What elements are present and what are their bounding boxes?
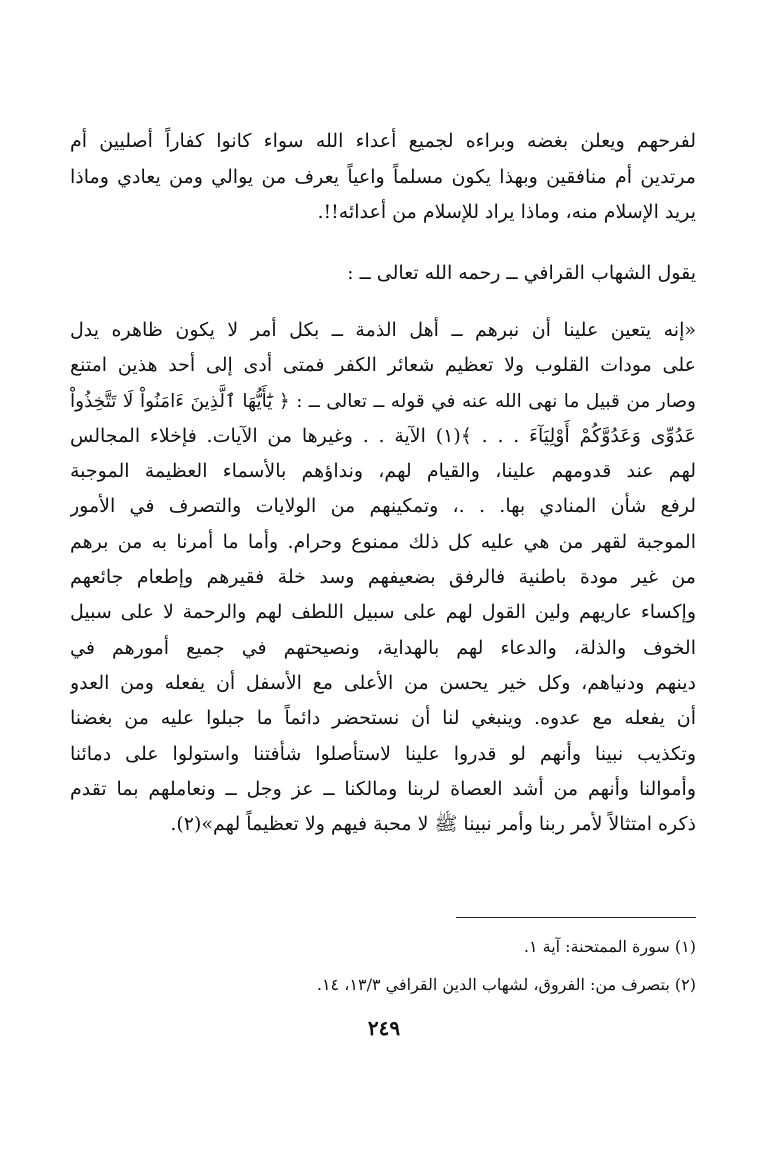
page-number: ٢٤٩ bbox=[367, 1016, 401, 1040]
text-line: يريد الإسلام منه، وماذا يراد للإسلام من أعدائه!!. bbox=[317, 201, 696, 223]
text-line: «إنه يتعين علينا أن نبرهم ــ أهل الذمة ــ بكل أمر لا يكون ظاهره يدل bbox=[70, 319, 696, 341]
text-line: مرتدين أم منافقين وبهذا يكون مسلماً واعياً يعرف من يوالي ومن يعادي وماذا bbox=[70, 165, 696, 188]
intro-line bbox=[70, 256, 696, 292]
text-line: أن يفعله مع عدوه. وينبغي لنا أن نستحضر دائماً ما جبلوا عليه من بغضنا bbox=[70, 707, 696, 730]
footnote-2: (٢) بتصرف من: الفروق، لشهاب الدين القرافي ١٣/٣، ١٤. bbox=[316, 975, 696, 994]
text-line: ذكره امتثالاً لأمر ربنا وأمر نبينا ﷺ لا محبة فيهم ولا تعظيماً لهم»(٢). bbox=[170, 813, 696, 836]
text-line: يقول الشهاب القرافي ــ رحمه الله تعالى ــ : bbox=[347, 261, 696, 284]
footnote-divider bbox=[456, 917, 696, 918]
text-line: لهم عند قدومهم علينا، والقيام لهم، ونداؤهم بالأسماء العظيمة الموجبة bbox=[70, 460, 696, 483]
text-line: وأموالنا وأنهم من أشد العصاة لربنا ومالكنا ــ عز وجل ــ ونعاملهم بما تقدم bbox=[70, 777, 696, 800]
text-line: وصار من قبيل ما نهى الله عنه في قوله ــ تعالى ــ : ﴿ يَٰٓأَيُّهَا ٱلَّذِينَ ءَامَنُواْ لَا تَتَّخِذُواْ bbox=[70, 390, 696, 412]
text-line: الموجبة لقهر من هي عليه كل ذلك ممنوع وحرام. وأما ما أمرنا به من برهم bbox=[70, 530, 696, 553]
text-line: وإكساء عاريهم ولين القول لهم على سبيل اللطف لهم والرحمة لا على سبيل bbox=[70, 601, 696, 624]
text-line: عَدُوِّى وَعَدُوَّكُمْ أَوْلِيَآءَ . . . ﴾(١) الآية . . وغيرها من الآيات. فإخلاء المجالس bbox=[70, 424, 696, 447]
text-line: من غير مودة باطنية فالرفق بضعيفهم وسد خلة فقيرهم وإطعام جائعهم bbox=[70, 566, 696, 589]
text-line: على مودات القلوب ولا تعظيم شعائر الكفر فمتى أدى إلى أحد هذين امتنع bbox=[70, 354, 696, 377]
footnote-1: (١) سورة الممتحنة: آية ١. bbox=[523, 937, 696, 956]
paragraph-1 bbox=[70, 124, 696, 231]
paragraph-2-quote bbox=[70, 313, 696, 842]
text-line: الخوف والذلة، والدعاء لهم بالهداية، ونصيحتهم في جميع أمورهم في bbox=[70, 636, 696, 659]
text-line: لفرحهم ويعلن بغضه وبراءه لجميع أعداء الله سواء كانوا كفاراً أصليين أم bbox=[70, 130, 696, 152]
page-body bbox=[70, 124, 696, 842]
text-line: لرفع شأن المنادي بها. . .، وتمكينهم من الولايات والتصرف في الأمور bbox=[70, 495, 696, 518]
text-line: وتكذيب نبينا وأنهم لو قدروا علينا لاستأصلوا شأفتنا واستولوا على دمائنا bbox=[70, 742, 696, 765]
text-line: دينهم ودنياهم، وكل خير يحسن من الأعلى مع الأسفل أن يفعله ومن العدو bbox=[70, 671, 696, 694]
footnotes bbox=[150, 928, 696, 1004]
